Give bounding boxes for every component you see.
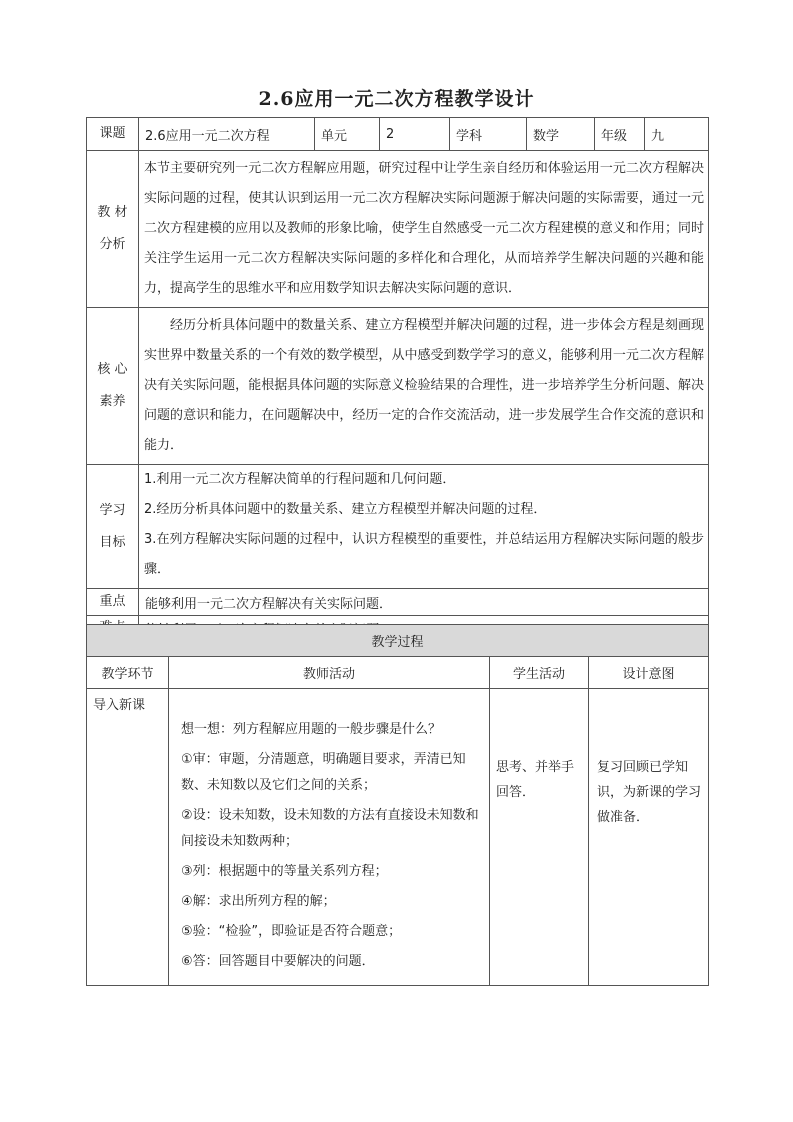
intent-cell: 复习回顾已学知识，为新课的学习做准备．: [589, 689, 709, 986]
grade-label: 年级: [595, 118, 645, 151]
goal-item: 3.在列方程解决实际问题的过程中，认识方程模型的重要性，并总结运用方程解决实际问题的般步骤．: [144, 532, 704, 577]
literacy-row: [87, 308, 709, 465]
key-label: 重点: [87, 589, 139, 616]
literacy-text: 经历分析具体问题中的数量关系、建立方程模型并解决问题的过程，进一步体会方程是刻画现实世界中数量关系的一个有效的数学模型，从中感受到数学学习的意义，能够利用一元二次方程解决有关实际问题，能根据具体问题的实际意义检验结果的合理性，进一步培养学生分析问题、解决问题的意识和能力，在问题解决中，经历一定的合作交流活动，进一步发展学生合作交流的意识和能力．: [139, 308, 709, 465]
grade-value: 九: [645, 118, 709, 151]
material-label: 教 材 分析: [87, 151, 139, 308]
key-text: 能够利用一元二次方程解决有关实际问题．: [139, 589, 709, 616]
goals-list: [139, 465, 709, 589]
process-header-row: [87, 657, 709, 689]
goals-row: [87, 465, 709, 589]
teacher-step: ②设：设未知数，设未知数的方法有直接设未知数和间接设未知数两种；: [181, 808, 479, 849]
student-cell: 思考、并举手回答．: [490, 689, 589, 986]
header-intent: 设计意图: [589, 657, 709, 689]
subject-label: 学科: [450, 118, 527, 151]
info-row: [87, 118, 709, 151]
goal-item: 1.利用一元二次方程解决简单的行程问题和几何问题．: [144, 472, 456, 487]
goals-label: 学习 目标: [87, 465, 139, 589]
process-table: [86, 624, 709, 986]
page-title: 2.6应用一元二次方程教学设计: [258, 88, 535, 110]
subject-value: 数学: [527, 118, 595, 151]
process-title-row: [87, 625, 709, 657]
topic-label: 课题: [87, 118, 139, 151]
unit-value: 2: [380, 118, 450, 151]
process-row: [87, 689, 709, 986]
teacher-step: ①审：审题，分清题意，明确题目要求，弄清已知数、未知数以及它们之间的关系；: [181, 752, 466, 793]
process-title: 教学过程: [87, 625, 709, 657]
material-text: 本节主要研究列一元二次方程解应用题，研究过程中让学生亲自经历和体验运用一元二次方程解决实际问题的过程，使其认识到运用一元二次方程解决实际问题源于解决问题的实际需要，通过一元二次方程建模的应用以及教师的形象比喻，使学生自然感受一元二次方程建模的意义和作用；同时关注学生运用一元二次方程解决实际问题的多样化和合理化，从而培养学生解决问题的兴趣和能力，提高学生的思维水平和应用数学知识去解决实际问题的意识．: [139, 151, 709, 308]
key-row: [87, 589, 709, 616]
teacher-intro: 想一想：列方程解应用题的一般步骤是什么？: [181, 722, 442, 737]
goal-item: 2.经历分析具体问题中的数量关系、建立方程模型并解决问题的过程．: [144, 502, 547, 517]
stage-cell: 导入新课: [87, 689, 169, 986]
literacy-label: 核 心 素养: [87, 308, 139, 465]
header-student: 学生活动: [490, 657, 589, 689]
unit-label: 单元: [315, 118, 380, 151]
teacher-step: ⑥答：回答题目中要解决的问题．: [181, 954, 375, 969]
material-row: [87, 151, 709, 308]
teacher-step: ⑤验：“检验”，即验证是否符合题意；: [181, 924, 402, 939]
header-stage: 教学环节: [87, 657, 169, 689]
header-teacher: 教师活动: [169, 657, 490, 689]
teacher-cell: [169, 689, 490, 986]
teacher-step: ④解：求出所列方程的解；: [181, 894, 336, 909]
topic-value: 2.6应用一元二次方程: [139, 118, 315, 151]
info-table: [86, 117, 709, 641]
teacher-step: ③列：根据题中的等量关系列方程；: [181, 864, 388, 879]
